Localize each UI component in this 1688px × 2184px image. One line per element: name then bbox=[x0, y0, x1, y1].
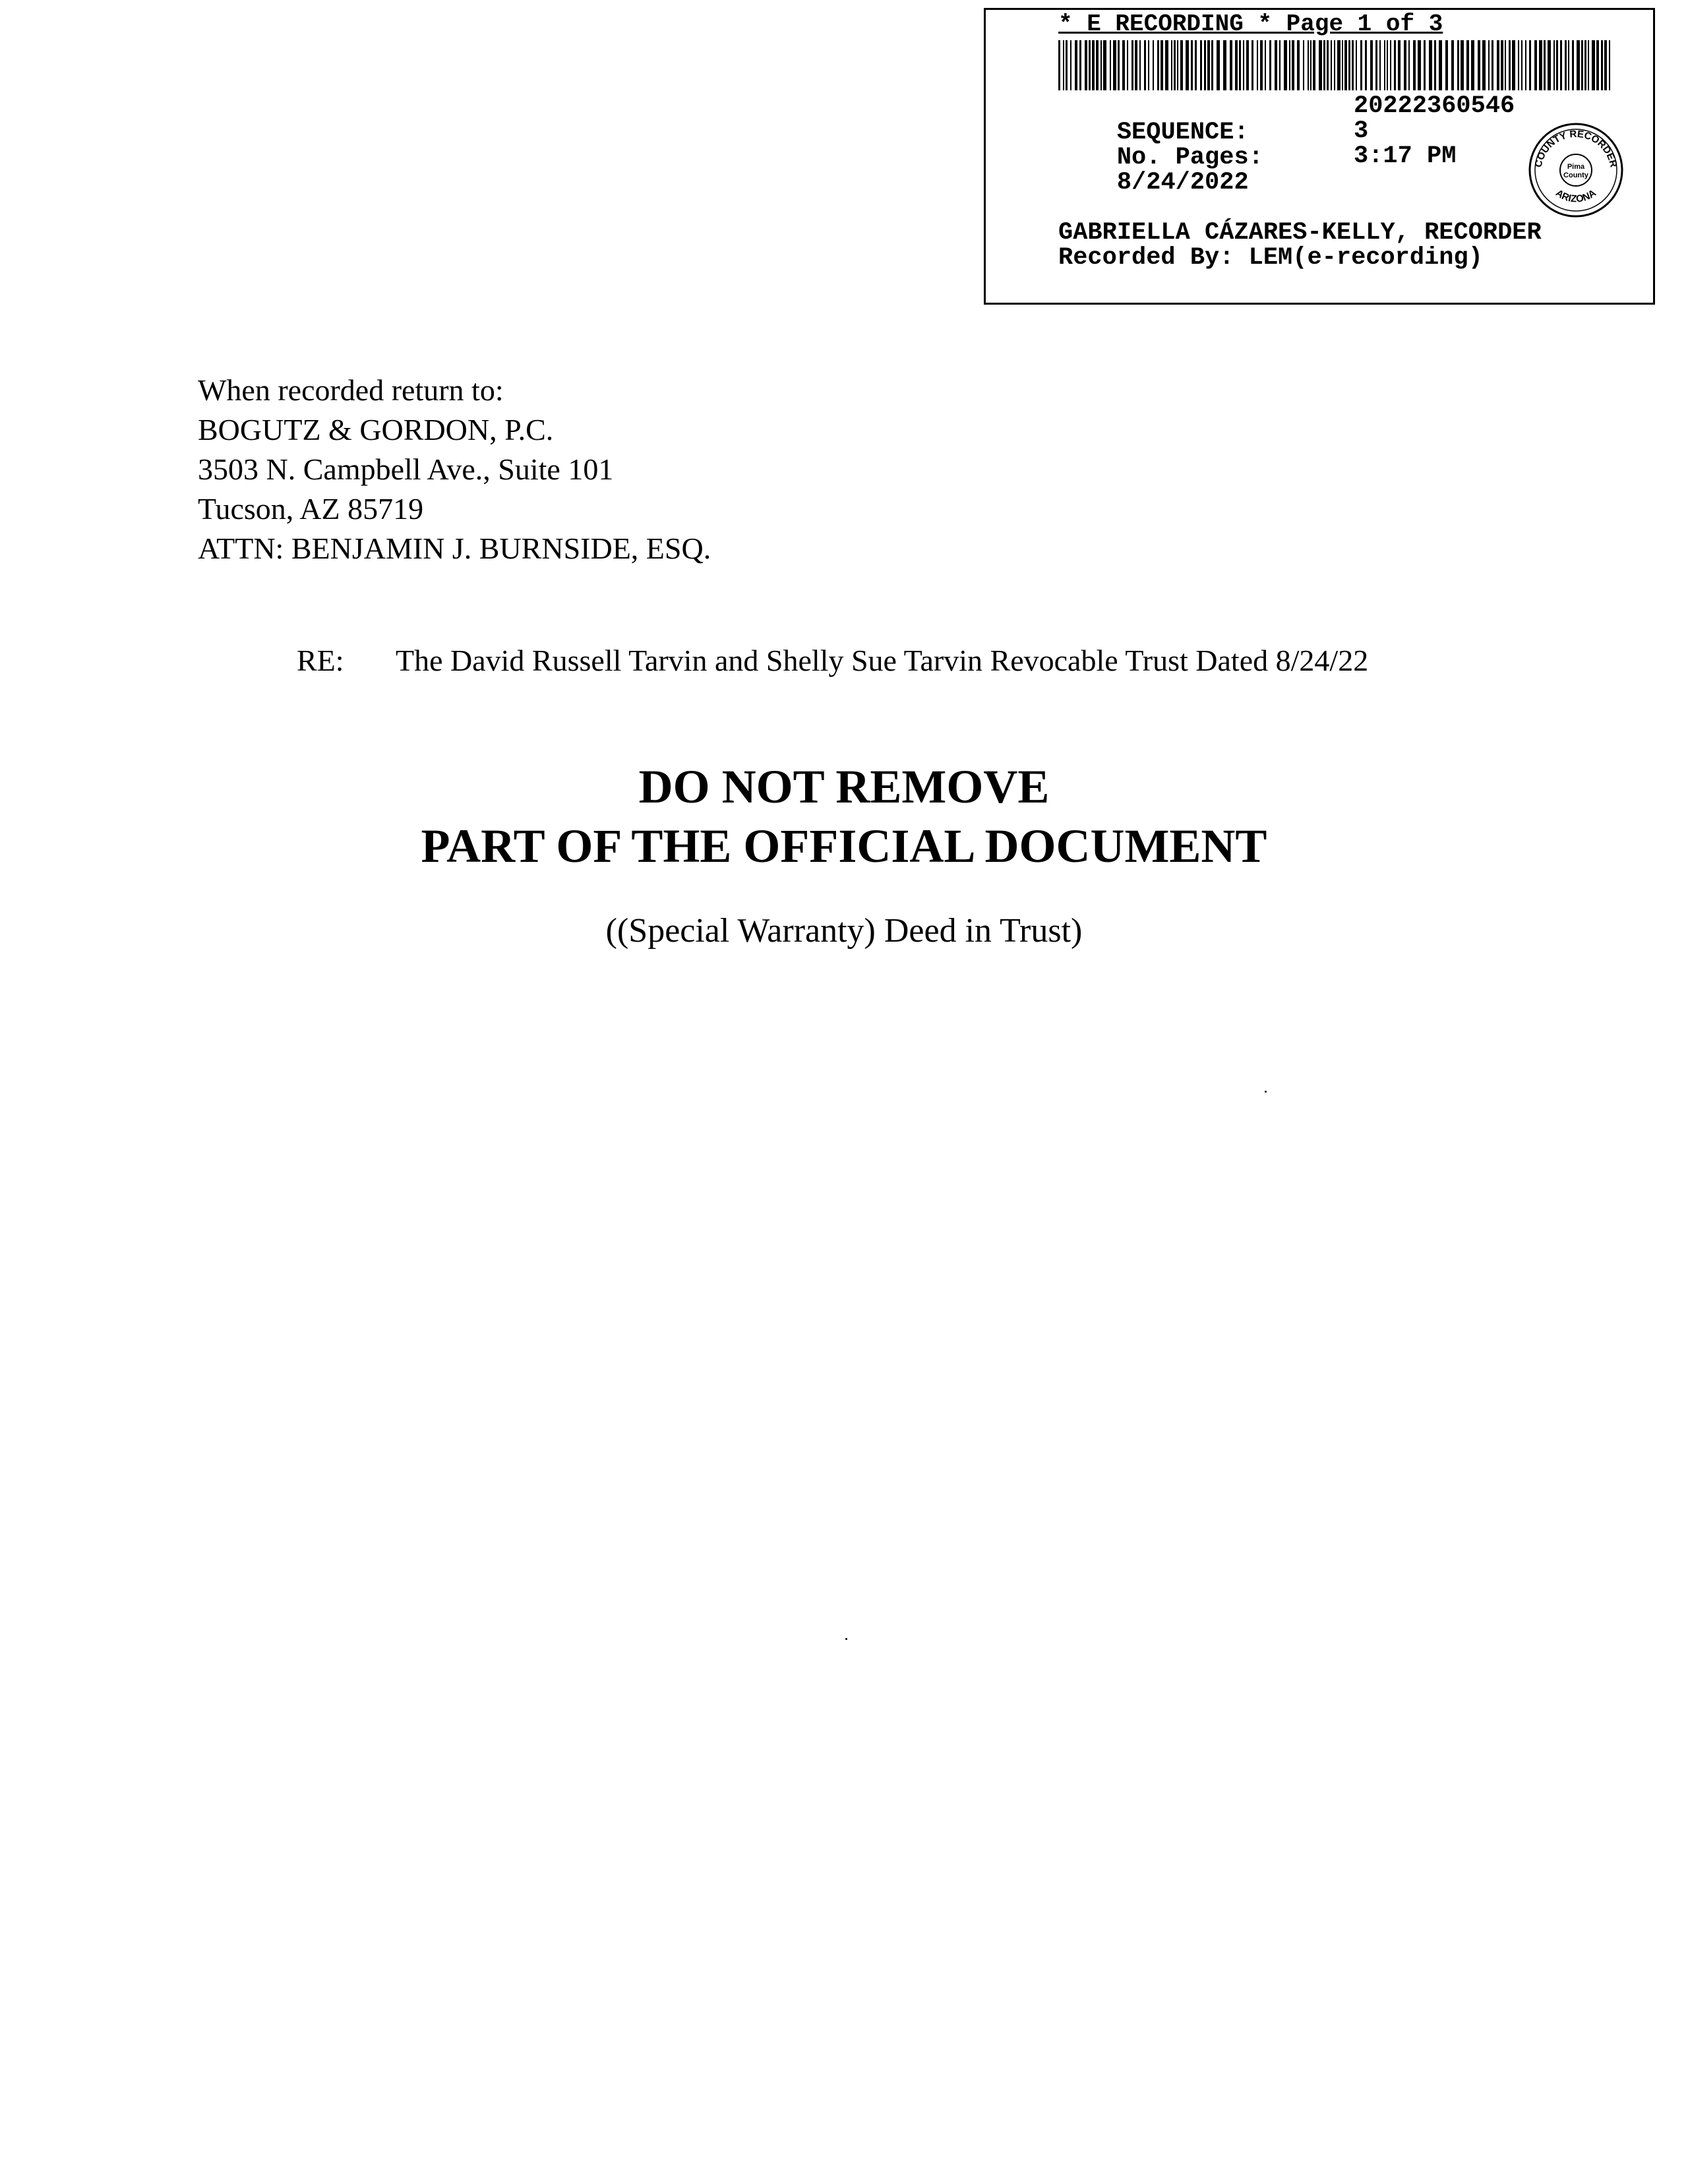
barcode-bar bbox=[1103, 40, 1106, 90]
barcode-bar bbox=[1512, 40, 1515, 90]
barcode-bar bbox=[1327, 40, 1329, 90]
barcode-bar bbox=[1058, 40, 1060, 90]
barcode-bar bbox=[1113, 40, 1116, 90]
return-line-4: Tucson, AZ 85719 bbox=[198, 492, 424, 526]
barcode-bar bbox=[1310, 40, 1311, 90]
barcode-bar bbox=[1553, 40, 1555, 90]
barcode-bar bbox=[1075, 40, 1077, 90]
barcode-bar bbox=[1079, 40, 1081, 90]
barcode-bar bbox=[1424, 40, 1426, 90]
barcode-bar bbox=[1471, 40, 1474, 90]
return-line-2: BOGUTZ & GORDON, P.C. bbox=[198, 413, 554, 446]
barcode-bar bbox=[1497, 40, 1499, 90]
barcode-bar bbox=[1085, 40, 1087, 90]
barcode-bar bbox=[1588, 40, 1589, 90]
document-type: ((Special Warranty) Deed in Trust) bbox=[605, 912, 1083, 950]
pages-value: 3 bbox=[1354, 117, 1369, 145]
barcode-bar bbox=[1251, 40, 1253, 90]
recording-stamp bbox=[984, 8, 1655, 305]
barcode-bar bbox=[1445, 40, 1448, 90]
barcode-bar bbox=[1565, 40, 1567, 90]
barcode-bar bbox=[1379, 40, 1381, 90]
barcode-bar bbox=[1478, 40, 1480, 90]
barcode-bar bbox=[1289, 40, 1290, 90]
barcode-bar bbox=[1308, 40, 1309, 90]
barcode-bar bbox=[1122, 40, 1125, 90]
svg-text:Pima: Pima bbox=[1567, 163, 1585, 171]
barcode-bar bbox=[1457, 40, 1459, 90]
barcode-bar bbox=[1265, 40, 1266, 90]
barcode-bar bbox=[1100, 40, 1102, 90]
barcode-bar bbox=[1429, 40, 1432, 90]
sequence-value: 20222360546 bbox=[1354, 92, 1515, 120]
barcode-bar bbox=[1604, 40, 1607, 90]
barcode-bar bbox=[1292, 40, 1294, 90]
barcode-bar bbox=[1439, 40, 1442, 90]
sequence-label: SEQUENCE: bbox=[1116, 119, 1249, 146]
barcode-bar bbox=[1466, 40, 1469, 90]
barcode-bar bbox=[1387, 40, 1388, 90]
barcode-bar bbox=[1243, 40, 1244, 90]
barcode-bar bbox=[1223, 40, 1226, 90]
return-line-1: When recorded return to: bbox=[198, 373, 504, 407]
barcode-bar bbox=[1323, 40, 1325, 90]
barcode-bar bbox=[1211, 40, 1213, 90]
barcode-bar bbox=[1257, 40, 1258, 90]
barcode-bar bbox=[1529, 40, 1531, 90]
pages-label: No. Pages: bbox=[1116, 144, 1263, 171]
stamp-header: * E RECORDING * Page 1 of 3 bbox=[1058, 11, 1443, 38]
barcode-bar bbox=[1501, 40, 1503, 90]
scan-speck bbox=[845, 1638, 847, 1640]
barcode-bar bbox=[1548, 40, 1551, 90]
svg-text:COUNTY RECORDER: COUNTY RECORDER bbox=[1532, 128, 1619, 169]
svg-text:County: County bbox=[1563, 171, 1588, 179]
barcode-bar bbox=[1596, 40, 1599, 90]
return-address-block bbox=[198, 371, 711, 568]
barcode-bar bbox=[1398, 40, 1401, 90]
barcode-bar bbox=[1089, 40, 1091, 90]
barcode-bar bbox=[1171, 40, 1172, 90]
barcode-bar bbox=[1092, 40, 1095, 90]
barcode-bar bbox=[1348, 40, 1350, 90]
barcode-bar bbox=[1135, 40, 1137, 90]
barcode-bar bbox=[1609, 40, 1610, 90]
recorder-name: GABRIELLA CÁZARES-KELLY, RECORDER bbox=[1058, 219, 1542, 247]
barcode-bar bbox=[1492, 40, 1493, 90]
recording-time: 3:17 PM bbox=[1354, 142, 1457, 170]
notice-title-line-2: PART OF THE OFFICIAL DOCUMENT bbox=[421, 820, 1267, 872]
barcode-bar bbox=[1144, 40, 1146, 90]
barcode-bar bbox=[1390, 40, 1391, 90]
barcode-bar bbox=[1337, 40, 1341, 90]
barcode-bar bbox=[1131, 40, 1133, 90]
barcode-bar bbox=[1246, 40, 1249, 90]
barcode-bar bbox=[1556, 40, 1558, 90]
barcode-bar bbox=[1204, 40, 1206, 90]
barcode-bar bbox=[1157, 40, 1159, 90]
barcode-bar bbox=[1148, 40, 1149, 90]
barcode-bar bbox=[1284, 40, 1287, 90]
barcode-bar bbox=[1592, 40, 1595, 90]
barcode-bar bbox=[1165, 40, 1168, 90]
barcode-bar bbox=[1370, 40, 1373, 90]
barcode-bar bbox=[1404, 40, 1406, 90]
re-line bbox=[297, 641, 1369, 760]
recorded-by: Recorded By: LEM(e-recording) bbox=[1058, 244, 1483, 272]
barcode-bar bbox=[1160, 40, 1163, 90]
barcode-bar bbox=[1482, 40, 1486, 90]
barcode-bar bbox=[1070, 40, 1071, 90]
barcode-bar bbox=[1127, 40, 1128, 90]
scan-speck bbox=[1265, 1091, 1267, 1093]
barcode-bar bbox=[1260, 40, 1263, 90]
barcode-bar bbox=[1394, 40, 1396, 90]
barcode-bar bbox=[1560, 40, 1562, 90]
barcode-bar bbox=[1153, 40, 1154, 90]
barcode-bar bbox=[1096, 40, 1099, 90]
re-label: RE: bbox=[297, 644, 344, 677]
barcode-bar bbox=[1601, 40, 1603, 90]
barcode-bar bbox=[1235, 40, 1238, 90]
barcode-bar bbox=[1118, 40, 1120, 90]
barcode-bar bbox=[1174, 40, 1176, 90]
barcode-bar bbox=[1572, 40, 1574, 90]
barcode-bar bbox=[1269, 40, 1271, 90]
return-line-5: ATTN: BENJAMIN J. BURNSIDE, ESQ. bbox=[198, 531, 711, 565]
barcode-bar bbox=[1418, 40, 1421, 90]
barcode-bar bbox=[1279, 40, 1281, 90]
barcode-bar bbox=[1207, 40, 1210, 90]
barcode-bar bbox=[1063, 40, 1064, 90]
barcode-bar bbox=[1365, 40, 1367, 90]
barcode-bar bbox=[1303, 40, 1304, 90]
barcode-icon bbox=[1058, 40, 1612, 90]
barcode-bar bbox=[1451, 40, 1454, 90]
barcode-bar bbox=[1110, 40, 1111, 90]
barcode-bar bbox=[1577, 40, 1580, 90]
barcode-bar bbox=[1230, 40, 1232, 90]
barcode-bar bbox=[1461, 40, 1464, 90]
barcode-bar bbox=[1297, 40, 1300, 90]
barcode-bar bbox=[1177, 40, 1178, 90]
barcode-bar bbox=[1186, 40, 1189, 90]
barcode-bar bbox=[1488, 40, 1490, 90]
barcode-bar bbox=[1139, 40, 1141, 90]
barcode-bar bbox=[1534, 40, 1537, 90]
return-line-3: 3503 N. Campbell Ave., Suite 101 bbox=[198, 452, 614, 486]
barcode-bar bbox=[1525, 40, 1526, 90]
barcode-bar bbox=[1344, 40, 1347, 90]
barcode-bar bbox=[1319, 40, 1322, 90]
barcode-bar bbox=[1413, 40, 1416, 90]
barcode-bar bbox=[1360, 40, 1362, 90]
barcode-bar bbox=[1313, 40, 1315, 90]
barcode-bar bbox=[1275, 40, 1277, 90]
barcode-bar bbox=[1434, 40, 1436, 90]
barcode-bar bbox=[1200, 40, 1202, 90]
barcode-bar bbox=[1195, 40, 1197, 90]
barcode-bar bbox=[1584, 40, 1586, 90]
barcode-bar bbox=[1352, 40, 1354, 90]
barcode-bar bbox=[1408, 40, 1410, 90]
notice-title-line-1: DO NOT REMOVE bbox=[638, 760, 1050, 813]
barcode-bar bbox=[1518, 40, 1519, 90]
county-recorder-seal-icon bbox=[1526, 121, 1625, 220]
barcode-bar bbox=[1521, 40, 1522, 90]
barcode-bar bbox=[1509, 40, 1511, 90]
barcode-bar bbox=[1191, 40, 1193, 90]
svg-text:ARIZONA: ARIZONA bbox=[1553, 187, 1598, 205]
barcode-bar bbox=[1581, 40, 1583, 90]
barcode-bar bbox=[1331, 40, 1332, 90]
recording-date: 8/24/2022 bbox=[1116, 169, 1249, 197]
barcode-bar bbox=[1539, 40, 1542, 90]
barcode-bar bbox=[1217, 40, 1220, 90]
barcode-bar bbox=[1066, 40, 1068, 90]
barcode-bar bbox=[1342, 40, 1343, 90]
barcode-bar bbox=[1180, 40, 1183, 90]
re-text: The David Russell Tarvin and Shelly Sue Tarvin Revocable Trust Dated 8/24/22 bbox=[396, 644, 1369, 677]
barcode-bar bbox=[1544, 40, 1546, 90]
barcode-bar bbox=[1375, 40, 1377, 90]
barcode-bar bbox=[1505, 40, 1506, 90]
barcode-bar bbox=[1568, 40, 1569, 90]
barcode-bar bbox=[1384, 40, 1385, 90]
barcode-bar bbox=[1239, 40, 1241, 90]
barcode-bar bbox=[1334, 40, 1335, 90]
barcode-bar bbox=[1356, 40, 1357, 90]
